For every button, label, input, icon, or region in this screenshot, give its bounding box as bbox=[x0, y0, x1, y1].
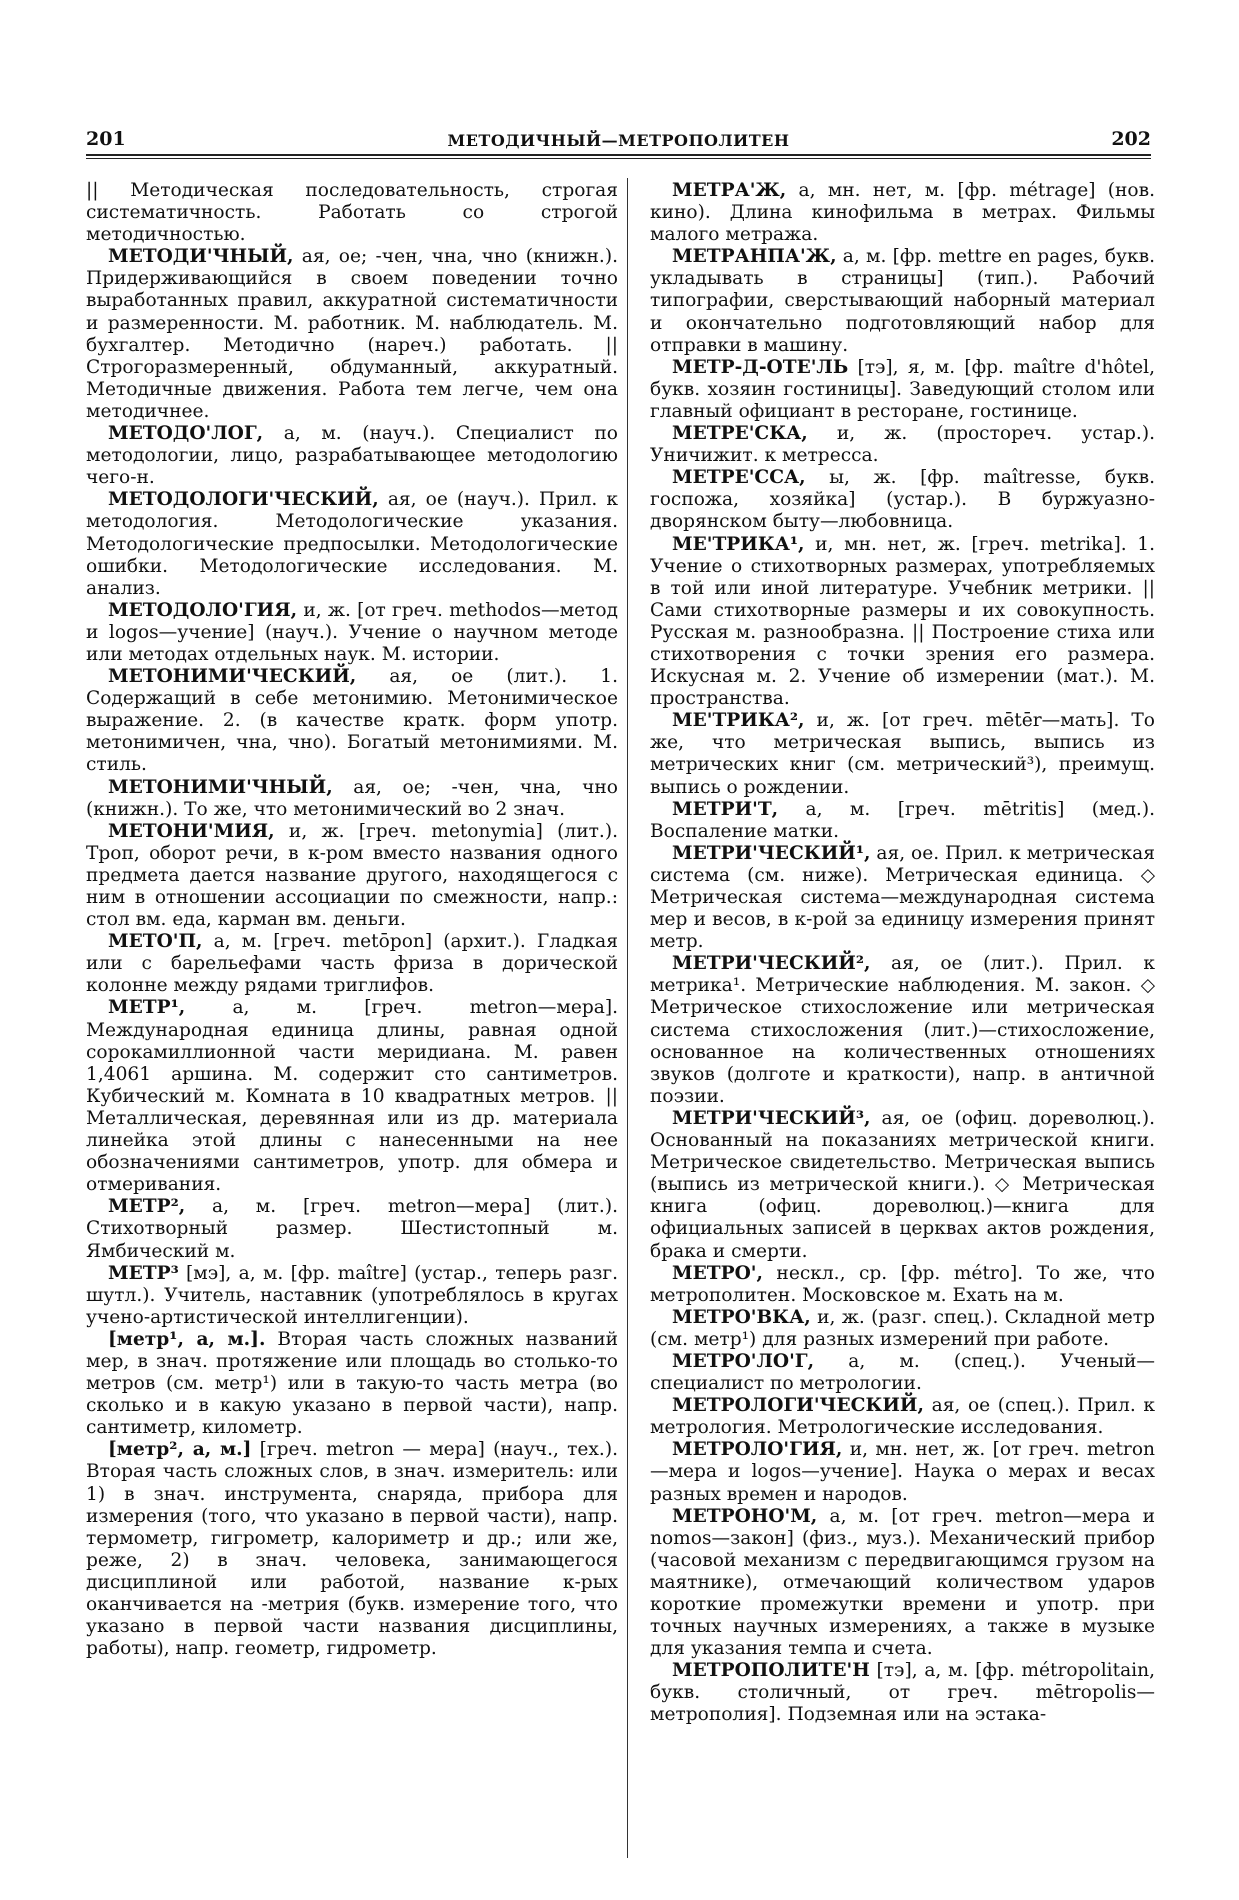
entry-headword: МЕТОНИМИ'ЧЕСКИЙ, bbox=[108, 666, 357, 688]
entry-definition: Вторая часть сложных названий мер, в знач. протяжение или площадь во столько-то метров (см. метр¹) или в такую-то часть метра (во сколько и в какую указано в первой части), напр. сантиметр, километр. bbox=[86, 1328, 618, 1439]
dictionary-entry bbox=[650, 953, 1155, 1108]
entry-definition: а, мн. нет, м. [фр. métrage] (нов. кино). Длина кинофильма в метрах. Фильмы малого метража. bbox=[650, 180, 1155, 246]
dictionary-entry bbox=[650, 246, 1155, 356]
entry-headword: МЕТРО'ВКА, bbox=[672, 1306, 811, 1328]
entry-definition: ая, ое; -чен, чна, чно (книжн.). То же, что метонимический во 2 знач. bbox=[86, 776, 618, 820]
dictionary-entry bbox=[86, 1196, 618, 1262]
entry-definition: ая, ое; -чен, чна, чно (книжн.). Придерживающийся в своем поведении точно выработанных правил, аккуратной систематичности и размеренности. М. работник. М. наблюдатель. М. бухгалтер. Методично (нареч.) работать. || Строгоразмеренный, обдуманный, аккуратный. Методичные движения. Работа тем легче, чем она методичнее. bbox=[86, 246, 618, 422]
dictionary-entry bbox=[86, 600, 618, 666]
entry-headword: МЕТРА'Ж, bbox=[672, 180, 787, 201]
entry-headword: МЕТРИ'Т, bbox=[672, 798, 779, 820]
entry-headword: МЕТРОЛОГИ'ЧЕСКИЙ, bbox=[672, 1395, 924, 1417]
entry-headword: МЕТРЕ'СКА, bbox=[672, 423, 808, 445]
entry-headword: МЕТОДОЛО'ГИЯ, bbox=[108, 599, 298, 621]
entry-definition: а, м. [фр. mettre en pages, букв. укладывать в страницы] (тип.). Рабочий типографии, сверстывающий наборный материал и окончательно подготовляющий набор для отправки в машину. bbox=[650, 246, 1155, 356]
dictionary-entry bbox=[86, 1329, 618, 1439]
entry-headword: МЕТРОЛО'ГИЯ, bbox=[672, 1439, 843, 1461]
entry-definition: [греч. metron — мера] (науч., тех.). Вторая часть сложных слов, в знач. измеритель: или 1) в знач. инструмента, снаряда, прибора для измерения (того, что указано в первой части), напр. термометр, гигрометр, калориметр и др.; или же, реже, 2) в знач. человека, занимающегося дисциплиной или работой, название к-рых оканчивается на -метрия (букв. измерение того, что указано в первой части названия дисциплины, работы), напр. геометр, гидрометр. bbox=[86, 1439, 618, 1660]
dictionary-entry bbox=[86, 423, 618, 489]
entry-headword: МЕТОНИМИ'ЧНЫЙ, bbox=[108, 776, 333, 798]
entry-headword: МЕТОНИ'МИЯ, bbox=[108, 820, 275, 842]
dictionary-entry bbox=[650, 423, 1155, 467]
entry-definition: а, м. [от греч. metron—мера и nomos—закон] (физ., муз.). Механический прибор (часовой механизм с передвигающимся грузом на маятнике), отмечающий количеством ударов короткие промежутки времени и употр. при точных научных измерениях, а также в музыке для указания темпа и счета. bbox=[650, 1505, 1155, 1660]
dictionary-entry bbox=[86, 246, 618, 423]
dictionary-entry bbox=[650, 180, 1155, 246]
running-header bbox=[86, 122, 1151, 150]
dictionary-entry bbox=[650, 1307, 1155, 1351]
entry-headword: МЕ'ТРИКА¹, bbox=[672, 533, 805, 555]
dictionary-entry bbox=[650, 1506, 1155, 1661]
entry-headword: МЕТР², bbox=[108, 1196, 186, 1218]
entry-definition: ая, ое (науч.). Прил. к методология. Методологические указания. Методологические предпосылки. Методологические ошибки. Методологические исследования. М. анализ. bbox=[86, 489, 618, 599]
entry-definition: [мэ], а, м. [фр. maître] (устар., теперь разг. шутл.). Учитель, наставник (употреблялось в кругах учено-артистической интеллигенции). bbox=[86, 1262, 618, 1328]
dictionary-entry bbox=[86, 1263, 618, 1329]
running-title: МЕТОДИЧНЫЙ—МЕТРОПОЛИТЕН bbox=[447, 131, 790, 150]
right-column bbox=[650, 180, 1155, 1727]
dictionary-entry bbox=[650, 1351, 1155, 1395]
entry-definition: ая, ое (лит.). Прил. к метрика¹. Метрические наблюдения. М. закон. ◇ Метрическое стихосложение или метрическая система стихосложения (лит.)—стихосложение, основанное на количественных отношениях звуков (долготе и краткости), напр. в античной поэзии. bbox=[650, 953, 1155, 1107]
dictionary-entry bbox=[650, 1660, 1155, 1726]
entry-definition: а, м. [греч. metōpon] (архит.). Гладкая или с барельефами часть фриза в дорической колонне между рядами триглифов. bbox=[86, 931, 618, 997]
entry-definition: и, мн. нет, ж. [от греч. metron—мера и logos—учение]. Наука о мерах и весах разных времен и народов. bbox=[650, 1439, 1155, 1505]
entry-headword: МЕТОДИ'ЧНЫЙ, bbox=[108, 246, 294, 268]
entry-definition: нескл., ср. [фр. métro]. То же, что метрополитен. Московское м. Ехать на м. bbox=[650, 1262, 1155, 1306]
entry-headword: МЕТР³ bbox=[108, 1262, 179, 1284]
entry-headword: МЕТР¹, bbox=[108, 997, 186, 1019]
dictionary-entry bbox=[650, 1395, 1155, 1439]
header-rule-thin bbox=[86, 158, 1151, 159]
column-divider bbox=[627, 178, 628, 1858]
entry-definition: а, м. (спец.). Ученый—специалист по метрологии. bbox=[650, 1350, 1155, 1395]
entry-definition: и, ж. [от греч. mētēr—мать]. То же, что метрическая выпись, выпись из метрических книг (см. метрический³), преимущ. выпись о рождении. bbox=[650, 710, 1155, 798]
dictionary-entry bbox=[86, 931, 618, 997]
dictionary-entry bbox=[86, 997, 618, 1196]
entry-definition: и, ж. (простореч. устар.). Уничижит. к метресса. bbox=[650, 423, 1155, 467]
entry-definition: а, м. [греч. metron—мера]. Международная единица длины, равная одной сорокамиллионной части меридиана. М. равен 1,4061 аршина. М. содержит сто сантиметров. Кубический м. Комната в 10 квадратных метров. || Металлическая, деревянная или из др. материала линейка этой длины с нанесенными на нее обозначениями сантиметров, употр. для обмера и отмеривания. bbox=[86, 997, 618, 1196]
entry-headword: [метр¹, а, м.]. bbox=[108, 1328, 266, 1350]
entry-headword: МЕТОДО'ЛОГ, bbox=[108, 423, 264, 445]
entry-headword: [метр², а, м.] bbox=[108, 1439, 252, 1461]
entry-headword: МЕТРИ'ЧЕСКИЙ², bbox=[672, 953, 871, 975]
dictionary-entry bbox=[86, 821, 618, 931]
dictionary-entry bbox=[86, 489, 618, 599]
dictionary-entry bbox=[650, 534, 1155, 711]
entry-definition: [тэ], а, м. [фр. métropolitain, букв. столичный, от греч. mētropolis—метрополия]. Подземная или на эстака- bbox=[650, 1660, 1155, 1726]
entry-definition: и, ж. [от греч. methodos—метод и logos—учение] (науч.). Учение о научном методе или методах отдельных наук. М. истории. bbox=[86, 599, 618, 665]
entry-definition: и, мн. нет, ж. [греч. metrikа]. 1. Учение о стихотворных размерах, употребляемых в той или иной литературе. Учебник метрики. || Сами стихотворные размеры и их совокупность. Русская м. разнообразна. || Построение стиха или стихотворения с точки зрения его размера. Искусная м. 2. Учение об измерении (мат.). М. пространства. bbox=[650, 533, 1155, 710]
dictionary-entry bbox=[650, 710, 1155, 798]
entry-headword: МЕТРАНПА'Ж, bbox=[672, 246, 837, 268]
entry-headword: МЕТРО'ЛО'Г, bbox=[672, 1350, 815, 1372]
dictionary-entry bbox=[86, 180, 618, 246]
entry-definition: а, м. (науч.). Специалист по методологии, лицо, разрабатывающее методологию чего-н. bbox=[86, 423, 618, 489]
dictionary-entry bbox=[86, 1439, 618, 1660]
entry-headword: МЕТРОНО'М, bbox=[672, 1505, 818, 1527]
entry-headword: МЕТРИ'ЧЕСКИЙ¹, bbox=[672, 842, 871, 864]
entry-definition: а, м. [греч. metron—мера] (лит.). Стихотворный размер. Шестистопный м. Ямбический м. bbox=[86, 1196, 618, 1262]
entry-definition: [тэ], я, м. [фр. maître d'hôtel, букв. хозяин гостиницы]. Заведующий столом или главный официант в ресторане, гостинице. bbox=[650, 356, 1155, 422]
entry-headword: МЕ'ТРИКА², bbox=[672, 710, 805, 732]
dictionary-entry bbox=[86, 777, 618, 821]
dictionary-entry bbox=[650, 1108, 1155, 1263]
entry-headword: МЕТО'П, bbox=[108, 931, 203, 953]
dictionary-entry bbox=[650, 1263, 1155, 1307]
entry-definition: ая, ое (спец.). Прил. к метрология. Метрологические исследования. bbox=[650, 1395, 1155, 1439]
left-page-number: 201 bbox=[86, 128, 126, 150]
entry-definition: ы, ж. [фр. maîtresse, букв. госпожа, хозяйка] (устар.). В буржуазно-дворянском быту—любовница. bbox=[650, 467, 1155, 533]
entry-headword: МЕТРЕ'ССА, bbox=[672, 467, 806, 489]
dictionary-entry bbox=[650, 843, 1155, 953]
dictionary-entry bbox=[650, 1439, 1155, 1505]
entry-definition: ая, ое (офиц. дореволюц.). Основанный на показаниях метрической книги. Метрическое свидетельство. Метрическая выпись (выпись из метрической книги.). ◇ Метрическая книга (офиц. дореволюц.)—книга для официальных записей в церквах актов рождения, брака и смерти. bbox=[650, 1107, 1155, 1262]
entry-definition: || Методическая последовательность, строгая систематичность. Работать со строгой методичностью. bbox=[86, 180, 618, 246]
right-page-number: 202 bbox=[1111, 128, 1151, 150]
entry-definition: ая, ое (лит.). 1. Содержащий в себе метонимию. Метонимическое выражение. 2. (в качестве кратк. форм употр. метонимичен, чна, чно). Богатый метонимиями. М. стиль. bbox=[86, 666, 618, 776]
dictionary-entry bbox=[650, 467, 1155, 533]
entry-headword: МЕТРОПОЛИТЕ'Н bbox=[672, 1660, 870, 1682]
entry-definition: и, ж. (разг. спец.). Складной метр (см. метр¹) для разных измерений при работе. bbox=[650, 1306, 1155, 1350]
dictionary-entry bbox=[650, 357, 1155, 423]
entry-headword: МЕТОДОЛОГИ'ЧЕСКИЙ, bbox=[108, 489, 379, 511]
header-rule bbox=[86, 154, 1151, 156]
dictionary-entry bbox=[650, 799, 1155, 843]
entry-headword: МЕТРИ'ЧЕСКИЙ³, bbox=[672, 1107, 871, 1129]
dictionary-entry bbox=[86, 666, 618, 776]
entry-headword: МЕТРО', bbox=[672, 1262, 763, 1284]
left-column bbox=[86, 180, 618, 1660]
entry-definition: и, ж. [греч. metonymia] (лит.). Троп, оборот речи, в к-ром вместо названия одного предмета дается название другого, находящегося с ним в отношении ассоциации по смежности, напр.: стол вм. еда, карман вм. деньги. bbox=[86, 820, 618, 931]
entry-definition: а, м. [греч. mētritis] (мед.). Воспаление матки. bbox=[650, 798, 1155, 842]
entry-headword: МЕТР-Д-ОТЕ'ЛЬ bbox=[672, 356, 849, 378]
entry-definition: ая, ое. Прил. к метрическая система (см. ниже). Метрическая единица. ◇ Метрическая система—международная система мер и весов, в к-рой за единицу измерения принят метр. bbox=[650, 842, 1155, 953]
